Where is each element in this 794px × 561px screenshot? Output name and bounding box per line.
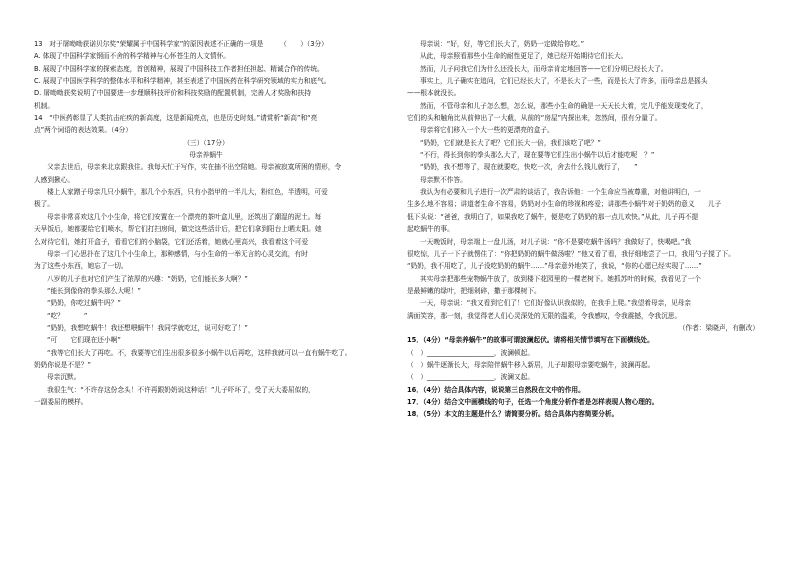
question-14: 14 “中医药彰显了人类抗击疟疾的新高度，这是新闻亮点，也是历史时刻。”请赏析“新高”和“亮 [34, 114, 318, 123]
question-13: 13 对于屠呦呦获诺贝尔奖“荣耀属于中国科学家”的原因表述不正确的一项是 （ ）（3分） [34, 40, 328, 48]
option-d-cont: 机制。 [34, 101, 55, 110]
question-18: 18．（5分）本文的主题是什么？请简要分析。结合具体内容简要分析。 [407, 410, 619, 419]
paragraph-line: 母亲说：“好，好，等它们长大了，奶奶一定做给你吃。” [420, 40, 585, 48]
dialogue-line: “可 它们现在还小啊” [47, 336, 121, 345]
paragraph-line: 母亲一门心思扑在了这几个小生命上，那种感情，与小生命的一举无言的心灵交流，有时 [47, 249, 308, 258]
paragraph-line: 母亲默不作答。 [420, 175, 467, 184]
paragraph-line: 楼上人家蹭子母亲几只小蜗牛，那几个小东西，只有小指甲的一半儿大，粉红色，半透明，可爱 [47, 188, 328, 197]
right-column [407, 38, 759, 421]
dialogue-line: “奶奶，你吃过蜗牛吗？” [47, 299, 121, 308]
question-15-line-2: （ ）蜗牛逐渐长大，母亲陪伴蜗牛移入新居，儿子却跟母亲要吃蜗牛，波澜再起。 [407, 360, 655, 369]
paragraph-line: 一副委屈的模样。 [34, 397, 88, 406]
paragraph-line: 母亲沉默。 [47, 373, 81, 382]
question-15: 15．（4分）“母亲养蜗牛”的故事可谓波澜起伏。请将相关情节填写在下面横线处。 [407, 336, 654, 345]
section-heading: （三）（17分） [183, 138, 229, 147]
paragraph-line: 母亲非常喜欢这几个小生命，将它们安置在一个漂亮的茶叶盒儿里，还筑出了潮湿的泥土。每 [47, 212, 322, 221]
dialogue-line: “不行，得长到你的拳头那么大了，现在要等它们生出小蜗牛以后才能吃呢 ？” [420, 151, 655, 160]
paragraph-line: 我很生气：“不许存这份念头！不许再跟奶奶说这种话！”儿子吓坏了，受了天大委屈似的， [47, 385, 315, 394]
paragraph-line: 天早饭后，她都要给它们喷水，帮它们打扫房间，做完这些活计后，把它们拿到阳台上晒太阳。她 [34, 225, 322, 234]
paragraph-line: 然而，儿子问我它们为什么还没长大，而母亲肯定地回答——它们分明已经长大了。 [420, 64, 668, 73]
question-16: 16．（4分）结合具体内容，说说第三自然段在文中的作用。 [407, 385, 585, 394]
dialogue-line: “奶奶，我想吃蜗牛！我还想喂蜗牛！我同学就吃过，说可好吃了！” [47, 323, 248, 332]
paragraph-line: 事实上，儿子确实在追问，它们已经长大了，不是长大了一些，而是长大了许多，而母亲总是摇头 [420, 77, 708, 86]
paragraph-line: 满面笑容，那一刻，我觉得老人们心灵深处的无限的温柔，令我感叹，令我震撼，令我沉思。 [407, 311, 682, 320]
paragraph-line: 其实母亲把那些宠物蜗牛放了，放到楼下花园里的一棵老树下。她抓苏叶的时候，我看见了一个 [420, 274, 701, 283]
paragraph-line: 是最鲜嫩的绿叶，把细剁碎，撒于那棵树下。 [407, 286, 541, 295]
paragraph-line: 为了这些小东西，她忘了一切。 [34, 262, 128, 271]
paragraph-line: 一天，母亲说：“我又看到它们了！它们好像认识我似的，在我手上爬。”我望着母亲，见母亲 [420, 299, 692, 308]
paragraph-line: 八岁的儿子也对它们产生了浓厚的兴趣：“奶奶，它们能长多大啊？” [47, 274, 248, 283]
paragraph-line: 极了。 [34, 200, 55, 209]
option-d: D. 屠呦呦获奖说明了中国要进一步理顺科技评价和科技奖励的配置机制，完善人才奖励和扶持 [34, 89, 311, 98]
paragraph-line: 一天晚饭时，母亲端上一盘儿汤，对儿子说：“你不是要吃蜗牛汤吗？我做好了，快喝吧。”我 [420, 237, 692, 246]
paragraph-line: 很吃惊，儿子一下子就愣住了：“你把奶奶的蜗牛做汤啦？”他又看了看，我仔细地尝了一口，我用勺子搅了下。 [407, 249, 735, 258]
dialogue-line: “奶奶，它们就是长大了吧？它们长大一倍，我们该吃了吧？” [420, 138, 601, 147]
option-a: A. 体现了中国科学家钢而不舍的科学精神与心怀苍生的人文情怀。 [34, 52, 230, 61]
dialogue-line: 奶奶你说是不是？” [34, 360, 91, 369]
paragraph-line: 低下头说：“爸爸，我明白了，如果我吃了蜗牛，便是吃了奶奶的那一点儿欢快。”从此，儿子再不提 [407, 212, 699, 221]
question-17: 17．（4分）结合文中画横线的句子，任选一个角度分析作者是怎样表现人物心理的。 [407, 397, 659, 406]
paragraph-line: “奶奶，我不用吃了，儿子没吃奶奶的蜗牛……”母亲意外地笑了，我说，“你的心愿已经实现了……” [407, 262, 702, 271]
question-15-blank-1: （ ）____________________，波澜顿起。 [407, 348, 535, 357]
paragraph-line: 母亲将它们移入一个大一些的更漂亮的盒子。 [420, 126, 554, 135]
option-b: B. 展现了中国科学家的探索态度，首创精神，展现了中国科技工作者担任担起、精诚合作的传统。 [34, 64, 324, 73]
dialogue-line: “能长到像你的拳头那么大呢！” [47, 286, 141, 295]
author-credit: （作者：梁晓声，有删改） [678, 323, 759, 332]
question-15-blank-3: （ ）____________________，波澜又起。 [407, 373, 535, 382]
dialogue-line: “我等它们长大了再吃。不，我要等它们生出很多很多小蜗牛以后再吃，这样我就可以一直有蜗牛吃了。 [47, 348, 352, 357]
dialogue-line: “奶奶，我不想等了，现在就要吃，快吃一次，舍去什么钱儿就行了， ” [420, 163, 638, 172]
dialogue-line: “吃？ ” [47, 311, 88, 320]
paragraph-line: 然而，不管母亲和儿子怎么想，怎么说，那些小生命的确是一天天长大着，完几乎能发现变化了， [420, 101, 708, 110]
paragraph-line: 父亲去世后，母亲来北京跟我住。我每天忙于写作，实在抽不出空陪她。母亲被寂寞所困的情形，令 [47, 163, 342, 172]
article-title: 母亲养蜗牛 [189, 151, 223, 160]
paragraph-line: ——根本就没长。 [407, 89, 461, 98]
paragraph-line: 它们的头和触角比从前伸出了一大截，从前的“房屋”内探出来，忽然间，很有分量了。 [407, 114, 662, 123]
left-column [34, 38, 378, 408]
paragraph-line: 起吃蜗牛的事。 [407, 225, 454, 234]
question-14-cont: 点”两个词语的表达效果。（4分） [34, 126, 132, 135]
paragraph-line: 从此，母亲照看那些小生命的耐性更足了，她已经开始期待它们长大。 [420, 52, 628, 61]
paragraph-line: 么对待它们，她打开盒子，看看它们的小脑袋，它们还活着，她就心里高兴，我看着这个可爱 [34, 237, 309, 246]
paragraph-line: 人感到揪心。 [34, 175, 75, 184]
paragraph-line: 生多么地不容易；讲道者生命不容易，奶奶对小生命的珍视和疼爱；讲那些小蜗牛对于奶奶的意义 儿子 [407, 200, 722, 209]
paragraph-line: 我认为有必要和儿子进行一次严肃的谈话了，我告诉他：一个生命应当被尊重，对他讲明白，一 [420, 188, 701, 197]
option-c: C. 展现了中国医学科学的整体水平和科学精神，甚至表述了中国医药在科学研究领域的实力和底气。 [34, 77, 331, 86]
